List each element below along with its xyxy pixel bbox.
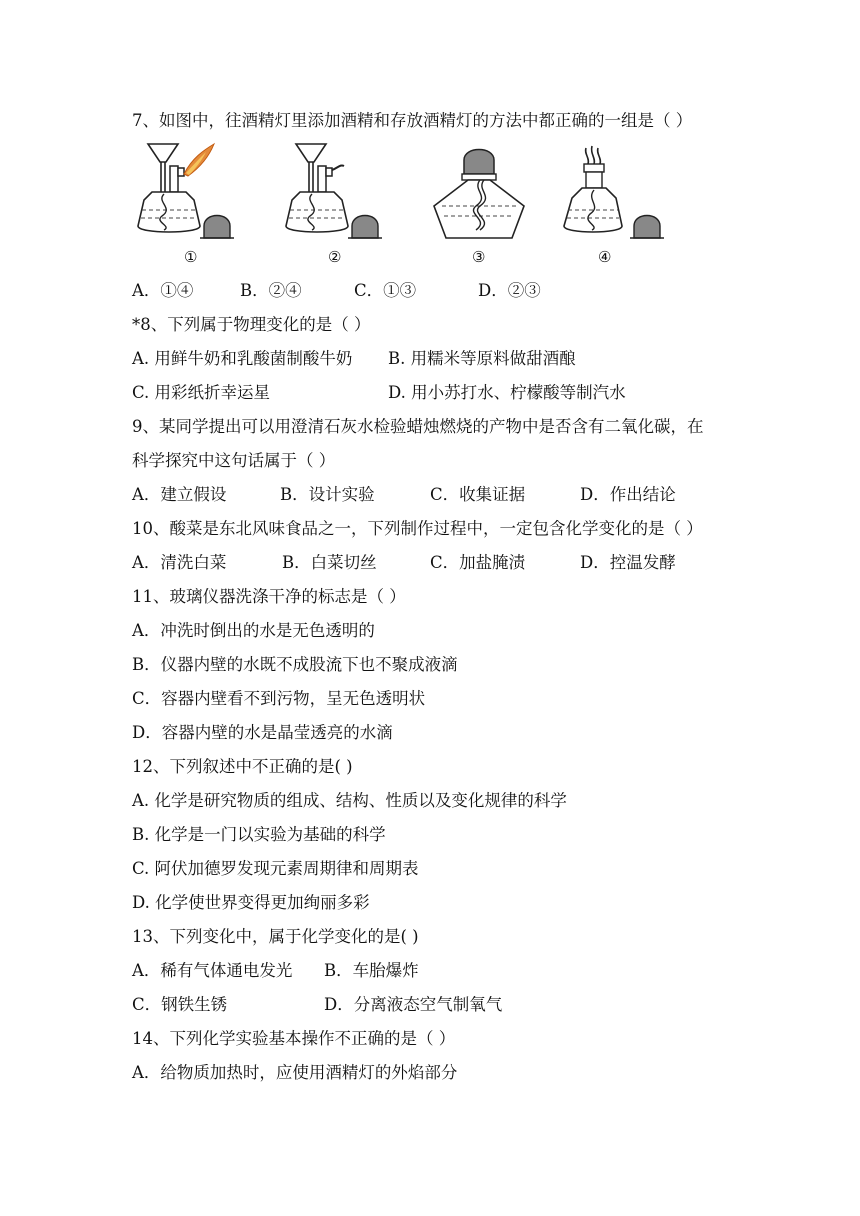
q7-option-b: B．②④: [240, 281, 302, 300]
alcohol-lamp-figure-4: [560, 140, 670, 244]
figure-label-2: ②: [328, 248, 342, 266]
q9-option-b: B．设计实验: [280, 485, 375, 504]
q9-option-a: A．建立假设: [132, 485, 227, 504]
q11-option-b: B．仪器内壁的水既不成股流下也不聚成液滴: [132, 655, 458, 674]
q7-option-d: D．②③: [478, 281, 541, 300]
q7-stem: 7、如图中，往酒精灯里添加酒精和存放酒精灯的方法中都正确的一组是（ ）: [132, 111, 693, 130]
q7-option-c: C．①③: [354, 281, 417, 300]
q13-option-d: D．分离液态空气制氧气: [324, 995, 503, 1014]
alcohol-lamp-figure-3: [432, 140, 532, 244]
alcohol-lamp-figure-1: [134, 140, 244, 244]
q11-option-c: C．容器内壁看不到污物，呈无色透明状: [132, 689, 426, 708]
q13-option-c: C．钢铁生锈: [132, 995, 228, 1014]
q10-stem: 10、酸菜是东北风味食品之一，下列制作过程中，一定包含化学变化的是（ ）: [132, 519, 703, 538]
q8-stem: *8、下列属于物理变化的是（ ）: [132, 315, 371, 334]
alcohol-lamp-figure-2: [282, 140, 392, 244]
q9-stem-line1: 9、某同学提出可以用澄清石灰水检验蜡烛燃烧的产物中是否含有二氧化碳，在: [132, 417, 704, 436]
q14-option-a: A．给物质加热时，应使用酒精灯的外焰部分: [132, 1063, 458, 1082]
figure-label-3: ③: [472, 248, 486, 266]
q14-stem: 14、下列化学实验基本操作不正确的是（ ）: [132, 1029, 456, 1048]
q12-option-d: D. 化学使世界变得更加绚丽多彩: [132, 893, 370, 912]
figure-label-1: ①: [184, 248, 198, 266]
q11-option-d: D．容器内壁的水是晶莹透亮的水滴: [132, 723, 393, 742]
q8-option-b: B. 用糯米等原料做甜酒酿: [388, 349, 576, 368]
q8-option-d: D. 用小苏打水、柠檬酸等制汽水: [388, 383, 626, 402]
q8-option-a: A. 用鲜牛奶和乳酸菌制酸牛奶: [132, 349, 353, 368]
q10-option-b: B．白菜切丝: [282, 553, 377, 572]
q7-option-a: A．①④: [132, 281, 194, 300]
q13-option-b: B．车胎爆炸: [324, 961, 419, 980]
q11-stem: 11、玻璃仪器洗涤干净的标志是（ ）: [132, 587, 406, 606]
q10-option-c: C．加盐腌渍: [430, 553, 526, 572]
q9-option-c: C．收集证据: [430, 485, 526, 504]
q13-option-a: A．稀有气体通电发光: [132, 961, 293, 980]
q12-option-c: C. 阿伏加德罗发现元素周期律和周期表: [132, 859, 419, 878]
q11-option-a: A．冲洗时倒出的水是无色透明的: [132, 621, 375, 640]
q12-option-b: B. 化学是一门以实验为基础的科学: [132, 825, 386, 844]
q9-option-d: D．作出结论: [580, 485, 676, 504]
q8-option-c: C. 用彩纸折幸运星: [132, 383, 271, 402]
figure-label-4: ④: [598, 248, 612, 266]
q12-option-a: A. 化学是研究物质的组成、结构、性质以及变化规律的科学: [132, 791, 567, 810]
q9-stem-line2: 科学探究中这句话属于（ ）: [132, 451, 336, 470]
q12-stem: 12、下列叙述中不正确的是( ): [132, 757, 353, 776]
q10-option-a: A．清洗白菜: [132, 553, 227, 572]
q13-stem: 13、下列变化中，属于化学变化的是( ): [132, 927, 419, 946]
q10-option-d: D．控温发酵: [580, 553, 676, 572]
